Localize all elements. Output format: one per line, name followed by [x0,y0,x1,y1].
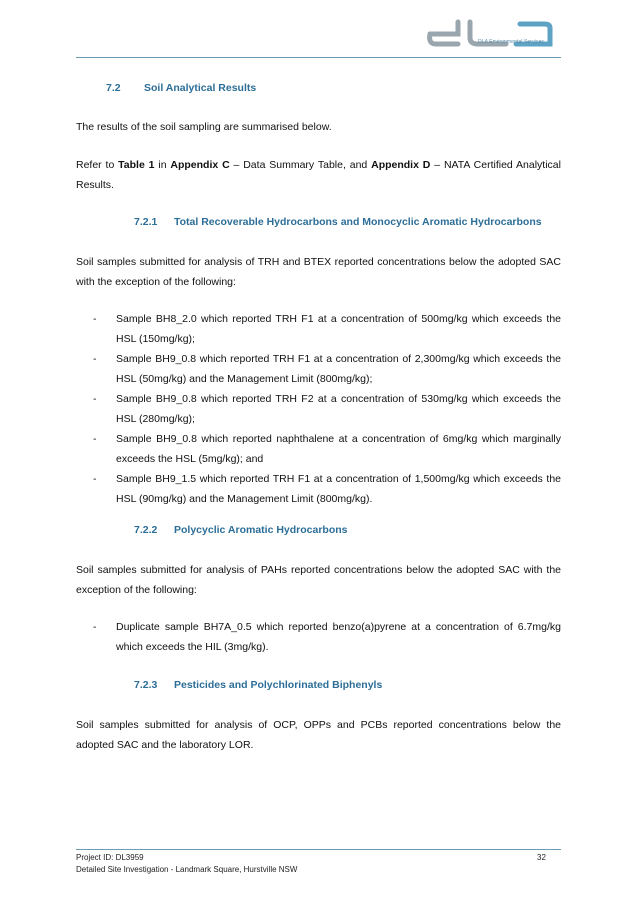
list-item: - Sample BH9_0.8 which reported naphthalene at a concentration of 6mg/kg which marginally exceeds the HSL (5mg/kg); and [93,433,561,465]
subsection-number: 7.2.3 [134,679,158,691]
list-item: - Sample BH9_0.8 which reported TRH F1 at a concentration of 2,300mg/kg which exceeds the HSL (50mg/kg) and the Management Limit (800mg/kg); [93,353,561,385]
appendix-c-ref: Appendix C [170,159,230,171]
trh-paragraph: Soil samples submitted for analysis of TRH and BTEX reported concentrations below the adopted SAC with the exception of the following: [76,256,561,288]
subsection-title: Pesticides and Polychlorinated Biphenyls [174,679,383,691]
subsection-title: Total Recoverable Hydrocarbons and Monocyclic Aromatic Hydrocarbons [174,216,542,228]
dla-logo [424,16,564,56]
intro-paragraph: The results of the soil sampling are summarised below. [76,121,332,133]
appendix-d-ref: Appendix D [371,159,431,171]
pah-paragraph: Soil samples submitted for analysis of PAHs reported concentrations below the adopted SAC with the exception of the following: [76,564,561,596]
footer-project-title: Detailed Site Investigation - Landmark Square, Hurstville NSW [76,865,298,874]
footer-project-id: Project ID: DL3959 [76,853,144,862]
list-item: - Sample BH8_2.0 which reported TRH F1 at a concentration of 500mg/kg which exceeds the HSL (150mg/kg); [93,313,561,345]
section-number: 7.2 [106,82,121,94]
table-ref: Table 1 [118,159,155,171]
refer-paragraph: Refer to Table 1 in Appendix C – Data Summary Table, and Appendix D – NATA Certified Analytical Results. [76,159,561,191]
subsection-number: 7.2.2 [134,524,158,536]
section-title: Soil Analytical Results [144,82,257,94]
list-item: - Sample BH9_1.5 which reported TRH F1 at a concentration of 1,500mg/kg which exceeds the HSL (90mg/kg) and the Management Limit (800mg/kg). [93,473,561,505]
pesticides-paragraph: Soil samples submitted for analysis of OCP, OPPs and PCBs reported concentrations below the adopted SAC and the laboratory LOR. [76,719,561,751]
list-item: - Sample BH9_0.8 which reported TRH F2 at a concentration of 530mg/kg which exceeds the HSL (280mg/kg); [93,393,561,425]
footer-rule [76,849,561,850]
list-item: - Duplicate sample BH7A_0.5 which reported benzo(a)pyrene at a concentration of 6.7mg/kg which exceeds the HIL (3mg/kg). [93,621,561,653]
trh-exceedance-list [0,309,637,509]
subsection-number: 7.2.1 [134,216,158,228]
logo-subtitle: DLA Environmental Services [478,39,544,45]
subsection-title: Polycyclic Aromatic Hydrocarbons [174,524,348,536]
page-number: 32 [537,853,546,862]
header-rule [76,57,561,58]
pah-exceedance-list [0,617,637,657]
